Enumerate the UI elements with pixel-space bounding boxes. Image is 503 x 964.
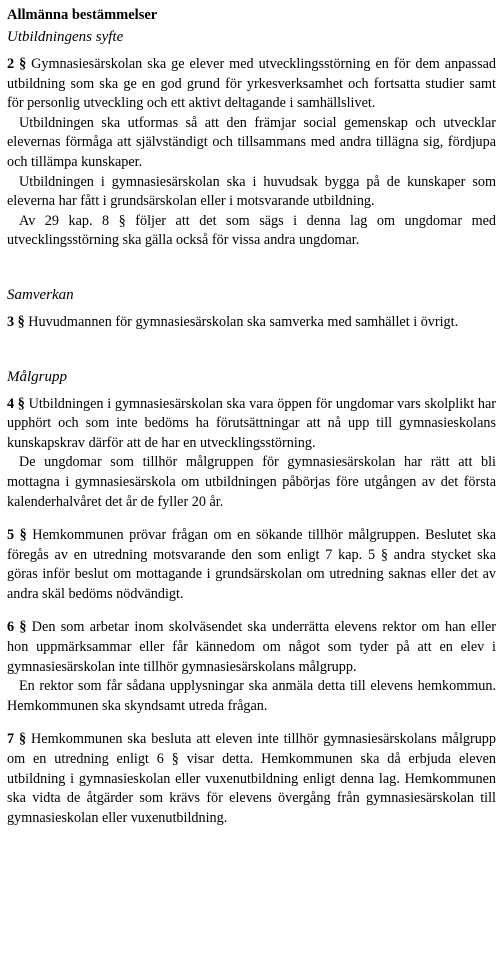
paragraph-3-text: Huvudmannen för gymnasiesärskolan ska samverka med samhället i övrigt. bbox=[24, 313, 459, 330]
section-number-4: 4 § bbox=[7, 395, 25, 412]
paragraph-7 bbox=[7, 730, 496, 828]
paragraph-5-text: Hemkommunen prövar frågan om en sökande tillhör målgruppen. Beslutet ska föregås av en utredning motsvarande den som enligt 7 kap. 5 § andra stycket ska göras inför beslut om mottagande i grundsärskolan om utredning saknas eller det av andra skäl bedöms nödvändigt. bbox=[7, 527, 497, 602]
section-number-2: 2 § bbox=[7, 56, 27, 72]
heading-samverkan: Samverkan bbox=[7, 286, 74, 303]
paragraph-2-text: Gymnasiesärskolan ska ge elever med utvecklingsstörning en för dem anpassad utbildning som ska ge en god grund för yrkesverksamhet och fortsatta studier samt för personlig utveckling och ett aktivt deltagande i samhällslivet. bbox=[7, 56, 496, 112]
section-number-3: 3 § bbox=[7, 313, 25, 330]
paragraph-7-text: Hemkommunen ska besluta att eleven inte tillhör gymnasiesärskolans målgrupp om en utredning enligt 6 § visar detta. Hemkommunen ska då erbjuda eleven utbildning i gymnasieskolan eller vuxenutbildning enligt denna lag. Hemkommunen ska vidta de åtgärder som krävs för elevens övergång från gymnasiesärskolan till gymnasieskolan eller vuxenutbildning. bbox=[7, 731, 496, 826]
paragraph-6-stycke-2: En rektor som får sådana upplysningar ska anmäla detta till elevens hemkommun. Hemkommunen ska skyndsamt utreda frågan. bbox=[7, 678, 496, 714]
section-number-6: 6 § bbox=[7, 619, 27, 636]
paragraph-4 bbox=[7, 395, 496, 454]
page-title: Allmänna bestämmelser bbox=[7, 7, 158, 23]
paragraph-6-text: Den som arbetar inom skolväsendet ska underrätta elevens rektor om han eller hon uppmärksammar eller får kännedom om något som tyder på att en elev i gymnasiesärskolan inte tillhör gymnasiesärskolans målgrupp. bbox=[7, 619, 496, 675]
paragraph-5 bbox=[7, 526, 496, 604]
paragraph-4-text: Utbildningen i gymnasiesärskolan ska vara öppen för ungdomar vars skolplikt har upphört och som inte bedöms ha förutsättningar att nå upp till gymnasieskolans kunskapskrav därför att de har en utvecklingsstörning. bbox=[7, 395, 496, 451]
paragraph-2-stycke-3: Utbildningen i gymnasiesärskolan ska i huvudsak bygga på de kunskaper som eleverna har fått i grundsärskolan eller i motsvarande utbildning. bbox=[7, 173, 496, 210]
paragraph-6 bbox=[7, 618, 496, 677]
section-number-5: 5 § bbox=[7, 527, 27, 544]
paragraph-4-stycke-2: De ungdomar som tillhör målgruppen för gymnasiesärskolan har rätt att bli mottagna i gymnasiesärskola om utbildningen påbörjas före utgången av det första kalenderhalvåret det år de fyller 20 år. bbox=[7, 454, 496, 510]
paragraph-3 bbox=[7, 313, 496, 333]
paragraph-2-stycke-2: Utbildningen ska utformas så att den främjar social gemenskap och utvecklar elevernas förmåga att självständigt och tillsammans med andra tillägna sig, fördjupa och tillämpa kunskaper. bbox=[7, 114, 496, 170]
paragraph-2-stycke-4: Av 29 kap. 8 § följer att det som sägs i denna lag om ungdomar med utvecklingsstörning ska gälla också för vissa andra ungdomar. bbox=[7, 212, 496, 249]
heading-utbildningens-syfte: Utbildningens syfte bbox=[7, 29, 124, 45]
section-number-7: 7 § bbox=[7, 731, 27, 748]
heading-malgrupp: Målgrupp bbox=[7, 368, 67, 385]
paragraph-2 bbox=[7, 55, 496, 114]
